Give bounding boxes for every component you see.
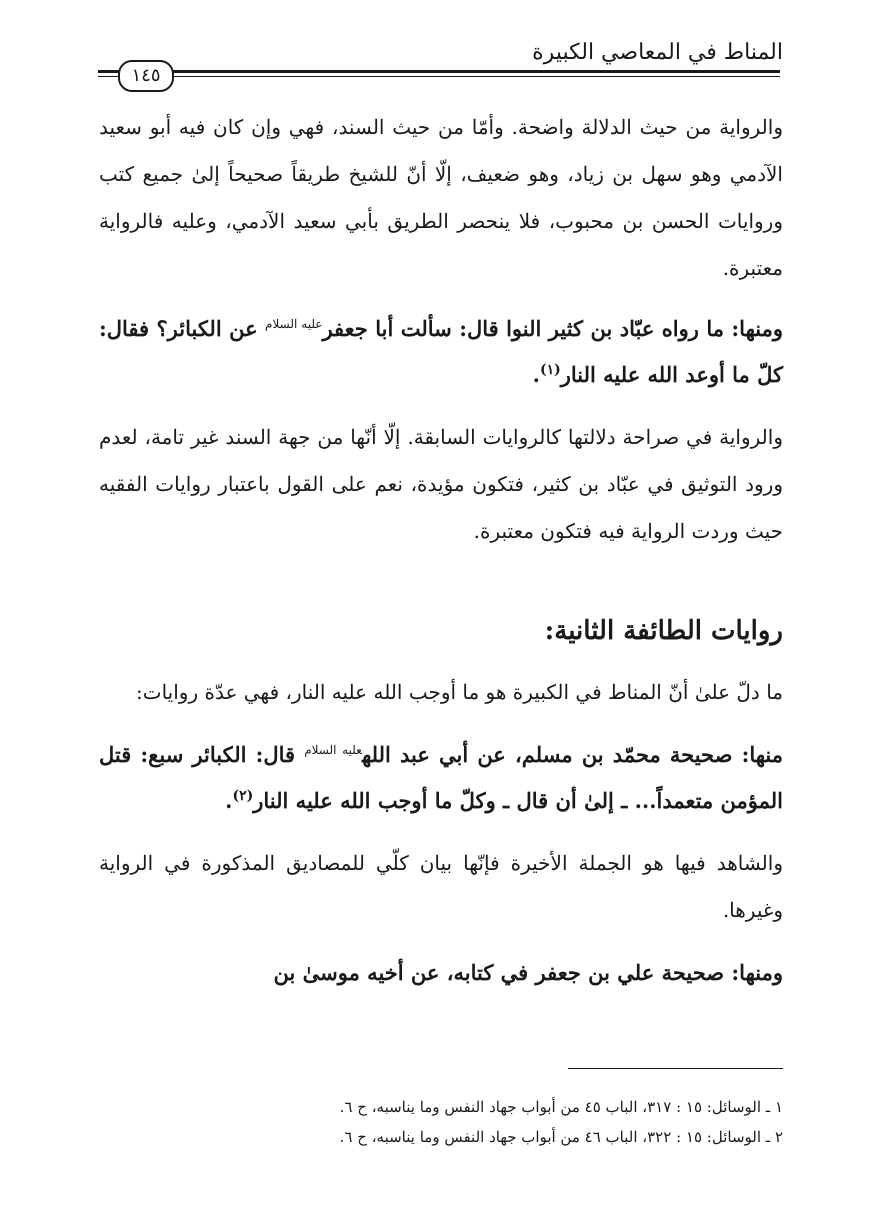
section-heading: روايات الطائفة الثانية: [544,616,783,646]
main-text [99,104,783,996]
footnote-1: ١ ـ الوسائل: ١٥ : ٣١٧، الباب ٤٥ من أبواب جهاد النفس وما يناسبه، ح ٦. [339,1098,783,1116]
paragraph-abbad-narration [99,306,783,398]
paragraph-sanad-discussion: والرواية من حيث الدلالة واضحة. وأمّا من حيث السند، فهي وإن كان فيه أبو سعيد الآدمي وهو سهل بن زياد، وهو ضعيف، إلّا أنّ للشيخ طريقاً صحيحاً إلىٰ جميع كتب وروايات الحسن بن محبوب، فلا ينحصر الطريق بأبي سعيد الآدمي، وعليه فالرواية معتبرة. [99,115,783,280]
narration-text-part-2: قال: الكبائر سبع: قتل المؤمن متعمداً... ـ إلىٰ أن قال ـ وكلّ ما أوجب الله عليه النار [99,742,783,813]
paragraph-ali-bin-jafar: ومنها: صحيحة علي بن جعفر في كتابه، عن أخيه موسىٰ بن [273,960,783,985]
honorific-mark: عليه السلام [304,743,362,757]
narration-text-part-2: عن الكبائر؟ فقال: كلّ ما أوعد الله عليه النار [99,316,783,387]
footnote-separator [568,1068,783,1069]
narration-end: . [225,788,233,813]
paragraph-muslim-narration [99,732,783,824]
paragraph-section-intro: ما دلّ علىٰ أنّ المناط في الكبيرة هو ما أوجب الله عليه النار، فهي عدّة روايات: [136,680,783,704]
running-title: المناط في المعاصي الكبيرة [532,40,783,65]
narration-text-part-1: ومنها: ما رواه عبّاد بن كثير النوا قال: سألت أبا جعفر [322,316,783,341]
header-rule-thick [98,70,780,73]
narration-end: . [532,362,540,387]
honorific-mark: عليه السلام [265,317,323,331]
narration-text-part-1: منها: صحيحة محمّد بن مسلم، عن أبي عبد الله [361,742,784,767]
paragraph-witness: والشاهد فيها هو الجملة الأخيرة فإنّها بيان كلّي للمصاديق المذكورة في الرواية وغيرها. [99,851,783,922]
footnote-ref-2[interactable]: (٢) [232,788,254,804]
header-rule-thin [98,76,780,77]
footnote-ref-1[interactable]: (١) [539,362,561,378]
footnotes [99,1092,783,1152]
page-number: ١٤٥ [118,60,174,92]
paragraph-abbad-evaluation: والرواية في صراحة دلالتها كالروايات السابقة. إلّا أنّها من جهة السند غير تامة، لعدم ورود التوثيق في عبّاد بن كثير، فتكون مؤيدة، نعم على القول باعتبار روايات الفقيه حيث وردت الرواية فيه فتكون معتبرة. [99,425,783,543]
footnote-2: ٢ ـ الوسائل: ١٥ : ٣٢٢، الباب ٤٦ من أبواب جهاد النفس وما يناسبه، ح ٦. [339,1128,783,1146]
